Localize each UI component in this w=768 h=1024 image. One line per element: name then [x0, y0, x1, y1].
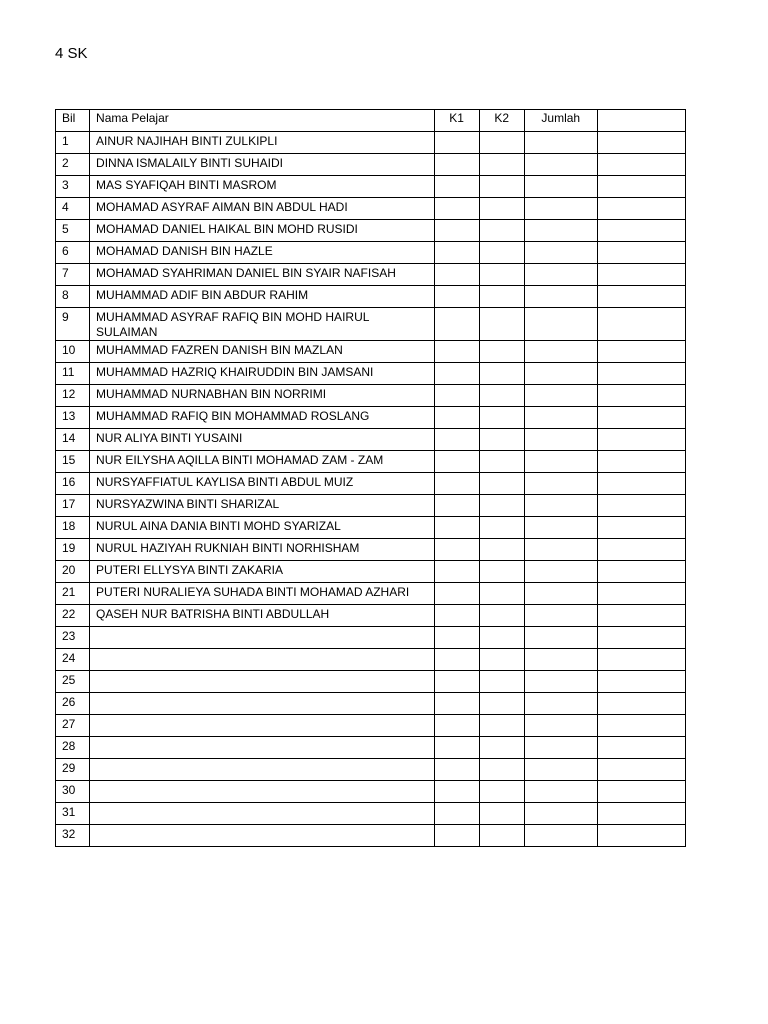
k2-cell [479, 605, 524, 627]
extra-cell [597, 759, 685, 781]
k1-cell [434, 671, 479, 693]
student-table [55, 109, 686, 847]
k1-cell [434, 308, 479, 341]
k2-cell [479, 715, 524, 737]
k2-cell [479, 429, 524, 451]
student-name-cell [90, 693, 435, 715]
extra-cell [597, 407, 685, 429]
jumlah-cell [524, 154, 597, 176]
extra-cell [597, 627, 685, 649]
student-name-cell [90, 649, 435, 671]
k1-cell [434, 517, 479, 539]
k2-cell [479, 242, 524, 264]
student-name-cell [90, 671, 435, 693]
student-name-cell: NURUL HAZIYAH RUKNIAH BINTI NORHISHAM [90, 539, 435, 561]
k1-cell [434, 495, 479, 517]
extra-cell [597, 176, 685, 198]
table-row [56, 473, 686, 495]
k2-cell [479, 737, 524, 759]
header-nama-pelajar: Nama Pelajar [90, 110, 435, 132]
k1-cell [434, 781, 479, 803]
table-row [56, 132, 686, 154]
k2-cell [479, 627, 524, 649]
extra-cell [597, 781, 685, 803]
table-row [56, 176, 686, 198]
k1-cell [434, 693, 479, 715]
jumlah-cell [524, 132, 597, 154]
bil-cell: 1 [56, 132, 90, 154]
student-name-cell: NURUL AINA DANIA BINTI MOHD SYARIZAL [90, 517, 435, 539]
jumlah-cell [524, 649, 597, 671]
jumlah-cell [524, 583, 597, 605]
k1-cell [434, 605, 479, 627]
extra-cell [597, 825, 685, 847]
k1-cell [434, 737, 479, 759]
table-row [56, 363, 686, 385]
k2-cell [479, 264, 524, 286]
header-k1: K1 [434, 110, 479, 132]
jumlah-cell [524, 385, 597, 407]
student-name-cell: NUR EILYSHA AQILLA BINTI MOHAMAD ZAM - ZAM [90, 451, 435, 473]
student-name-cell: MUHAMMAD NURNABHAN BIN NORRIMI [90, 385, 435, 407]
k2-cell [479, 154, 524, 176]
k1-cell [434, 583, 479, 605]
table-row [56, 341, 686, 363]
k2-cell [479, 286, 524, 308]
k1-cell [434, 473, 479, 495]
bil-cell: 16 [56, 473, 90, 495]
k2-cell [479, 341, 524, 363]
student-name-cell: NUR ALIYA BINTI YUSAINI [90, 429, 435, 451]
jumlah-cell [524, 627, 597, 649]
table-row [56, 517, 686, 539]
bil-cell: 23 [56, 627, 90, 649]
jumlah-cell [524, 715, 597, 737]
bil-cell: 22 [56, 605, 90, 627]
student-name-cell [90, 627, 435, 649]
jumlah-cell [524, 264, 597, 286]
k1-cell [434, 451, 479, 473]
k1-cell [434, 803, 479, 825]
bil-cell: 27 [56, 715, 90, 737]
jumlah-cell [524, 781, 597, 803]
bil-cell: 25 [56, 671, 90, 693]
jumlah-cell [524, 429, 597, 451]
jumlah-cell [524, 803, 597, 825]
k1-cell [434, 264, 479, 286]
bil-cell: 4 [56, 198, 90, 220]
header-jumlah: Jumlah [524, 110, 597, 132]
student-name-cell: MUHAMMAD ASYRAF RAFIQ BIN MOHD HAIRUL SULAIMAN [90, 308, 435, 341]
k1-cell [434, 220, 479, 242]
student-name-cell: MUHAMMAD ADIF BIN ABDUR RAHIM [90, 286, 435, 308]
k1-cell [434, 649, 479, 671]
jumlah-cell [524, 561, 597, 583]
jumlah-cell [524, 242, 597, 264]
student-name-cell: NURSYAFFIATUL KAYLISA BINTI ABDUL MUIZ [90, 473, 435, 495]
k1-cell [434, 385, 479, 407]
extra-cell [597, 220, 685, 242]
table-row [56, 803, 686, 825]
k2-cell [479, 407, 524, 429]
k1-cell [434, 825, 479, 847]
jumlah-cell [524, 451, 597, 473]
k1-cell [434, 429, 479, 451]
k2-cell [479, 759, 524, 781]
k1-cell [434, 715, 479, 737]
table-row [56, 715, 686, 737]
table-row [56, 286, 686, 308]
table-row [56, 385, 686, 407]
table-row [56, 627, 686, 649]
table-row [56, 154, 686, 176]
table-row [56, 451, 686, 473]
student-name-cell [90, 715, 435, 737]
table-row [56, 198, 686, 220]
bil-cell: 6 [56, 242, 90, 264]
jumlah-cell [524, 341, 597, 363]
k2-cell [479, 451, 524, 473]
bil-cell: 3 [56, 176, 90, 198]
bil-cell: 17 [56, 495, 90, 517]
jumlah-cell [524, 825, 597, 847]
student-name-cell: PUTERI ELLYSYA BINTI ZAKARIA [90, 561, 435, 583]
extra-cell [597, 715, 685, 737]
extra-cell [597, 803, 685, 825]
extra-cell [597, 154, 685, 176]
bil-cell: 29 [56, 759, 90, 781]
jumlah-cell [524, 308, 597, 341]
extra-cell [597, 561, 685, 583]
student-name-cell [90, 781, 435, 803]
extra-cell [597, 693, 685, 715]
page-title: 4 SK [55, 45, 88, 62]
student-name-cell: MOHAMAD DANIEL HAIKAL BIN MOHD RUSIDI [90, 220, 435, 242]
table-row [56, 264, 686, 286]
bil-cell: 12 [56, 385, 90, 407]
table-body [56, 132, 686, 847]
bil-cell: 14 [56, 429, 90, 451]
k2-cell [479, 385, 524, 407]
jumlah-cell [524, 517, 597, 539]
k1-cell [434, 198, 479, 220]
jumlah-cell [524, 693, 597, 715]
extra-cell [597, 341, 685, 363]
k1-cell [434, 627, 479, 649]
k1-cell [434, 341, 479, 363]
k1-cell [434, 561, 479, 583]
k1-cell [434, 154, 479, 176]
table-row [56, 539, 686, 561]
k2-cell [479, 825, 524, 847]
table-row [56, 220, 686, 242]
k2-cell [479, 649, 524, 671]
jumlah-cell [524, 671, 597, 693]
extra-cell [597, 429, 685, 451]
extra-cell [597, 517, 685, 539]
table-row [56, 759, 686, 781]
bil-cell: 13 [56, 407, 90, 429]
extra-cell [597, 495, 685, 517]
bil-cell: 24 [56, 649, 90, 671]
extra-cell [597, 737, 685, 759]
jumlah-cell [524, 605, 597, 627]
bil-cell: 11 [56, 363, 90, 385]
student-name-cell [90, 803, 435, 825]
bil-cell: 20 [56, 561, 90, 583]
student-name-cell: MUHAMMAD RAFIQ BIN MOHAMMAD ROSLANG [90, 407, 435, 429]
bil-cell: 19 [56, 539, 90, 561]
bil-cell: 10 [56, 341, 90, 363]
student-name-cell: DINNA ISMALAILY BINTI SUHAIDI [90, 154, 435, 176]
k2-cell [479, 693, 524, 715]
table-row [56, 583, 686, 605]
extra-cell [597, 385, 685, 407]
jumlah-cell [524, 495, 597, 517]
extra-cell [597, 671, 685, 693]
header-k2: K2 [479, 110, 524, 132]
student-name-cell: MOHAMAD DANISH BIN HAZLE [90, 242, 435, 264]
bil-cell: 28 [56, 737, 90, 759]
k2-cell [479, 473, 524, 495]
k1-cell [434, 539, 479, 561]
k1-cell [434, 407, 479, 429]
table-row [56, 407, 686, 429]
bil-cell: 18 [56, 517, 90, 539]
bil-cell: 31 [56, 803, 90, 825]
k2-cell [479, 363, 524, 385]
k1-cell [434, 759, 479, 781]
table-row [56, 242, 686, 264]
k1-cell [434, 242, 479, 264]
bil-cell: 26 [56, 693, 90, 715]
table-row [56, 429, 686, 451]
k1-cell [434, 363, 479, 385]
jumlah-cell [524, 286, 597, 308]
k2-cell [479, 539, 524, 561]
header-bil: Bil [56, 110, 90, 132]
bil-cell: 8 [56, 286, 90, 308]
extra-cell [597, 242, 685, 264]
jumlah-cell [524, 407, 597, 429]
table-row [56, 308, 686, 341]
extra-cell [597, 649, 685, 671]
k2-cell [479, 561, 524, 583]
extra-cell [597, 286, 685, 308]
bil-cell: 2 [56, 154, 90, 176]
extra-cell [597, 198, 685, 220]
extra-cell [597, 605, 685, 627]
student-name-cell: MAS SYAFIQAH BINTI MASROM [90, 176, 435, 198]
k1-cell [434, 286, 479, 308]
extra-cell [597, 473, 685, 495]
k2-cell [479, 220, 524, 242]
extra-cell [597, 539, 685, 561]
k2-cell [479, 803, 524, 825]
jumlah-cell [524, 176, 597, 198]
bil-cell: 32 [56, 825, 90, 847]
bil-cell: 15 [56, 451, 90, 473]
k2-cell [479, 671, 524, 693]
table-row [56, 737, 686, 759]
k2-cell [479, 495, 524, 517]
jumlah-cell [524, 198, 597, 220]
bil-cell: 9 [56, 308, 90, 341]
k2-cell [479, 132, 524, 154]
table-header-row [56, 110, 686, 132]
k2-cell [479, 176, 524, 198]
student-name-cell: MUHAMMAD FAZREN DANISH BIN MAZLAN [90, 341, 435, 363]
student-name-cell [90, 737, 435, 759]
k1-cell [434, 132, 479, 154]
table-row [56, 605, 686, 627]
k2-cell [479, 781, 524, 803]
extra-cell [597, 132, 685, 154]
student-name-cell [90, 759, 435, 781]
table-row [56, 781, 686, 803]
student-name-cell: MOHAMAD ASYRAF AIMAN BIN ABDUL HADI [90, 198, 435, 220]
student-name-cell: MUHAMMAD HAZRIQ KHAIRUDDIN BIN JAMSANI [90, 363, 435, 385]
k2-cell [479, 583, 524, 605]
extra-cell [597, 308, 685, 341]
extra-cell [597, 451, 685, 473]
table-row [56, 825, 686, 847]
jumlah-cell [524, 220, 597, 242]
table-row [56, 495, 686, 517]
bil-cell: 30 [56, 781, 90, 803]
jumlah-cell [524, 539, 597, 561]
k1-cell [434, 176, 479, 198]
k2-cell [479, 308, 524, 341]
header-extra [597, 110, 685, 132]
extra-cell [597, 363, 685, 385]
bil-cell: 7 [56, 264, 90, 286]
extra-cell [597, 264, 685, 286]
table-row [56, 671, 686, 693]
extra-cell [597, 583, 685, 605]
student-name-cell: AINUR NAJIHAH BINTI ZULKIPLI [90, 132, 435, 154]
jumlah-cell [524, 737, 597, 759]
student-name-cell: PUTERI NURALIEYA SUHADA BINTI MOHAMAD AZHARI [90, 583, 435, 605]
student-name-cell: NURSYAZWINA BINTI SHARIZAL [90, 495, 435, 517]
table-row [56, 649, 686, 671]
bil-cell: 5 [56, 220, 90, 242]
table-row [56, 693, 686, 715]
k2-cell [479, 198, 524, 220]
jumlah-cell [524, 759, 597, 781]
bil-cell: 21 [56, 583, 90, 605]
student-name-cell: MOHAMAD SYAHRIMAN DANIEL BIN SYAIR NAFISAH [90, 264, 435, 286]
student-name-cell [90, 825, 435, 847]
jumlah-cell [524, 473, 597, 495]
student-name-cell: QASEH NUR BATRISHA BINTI ABDULLAH [90, 605, 435, 627]
k2-cell [479, 517, 524, 539]
table-row [56, 561, 686, 583]
jumlah-cell [524, 363, 597, 385]
